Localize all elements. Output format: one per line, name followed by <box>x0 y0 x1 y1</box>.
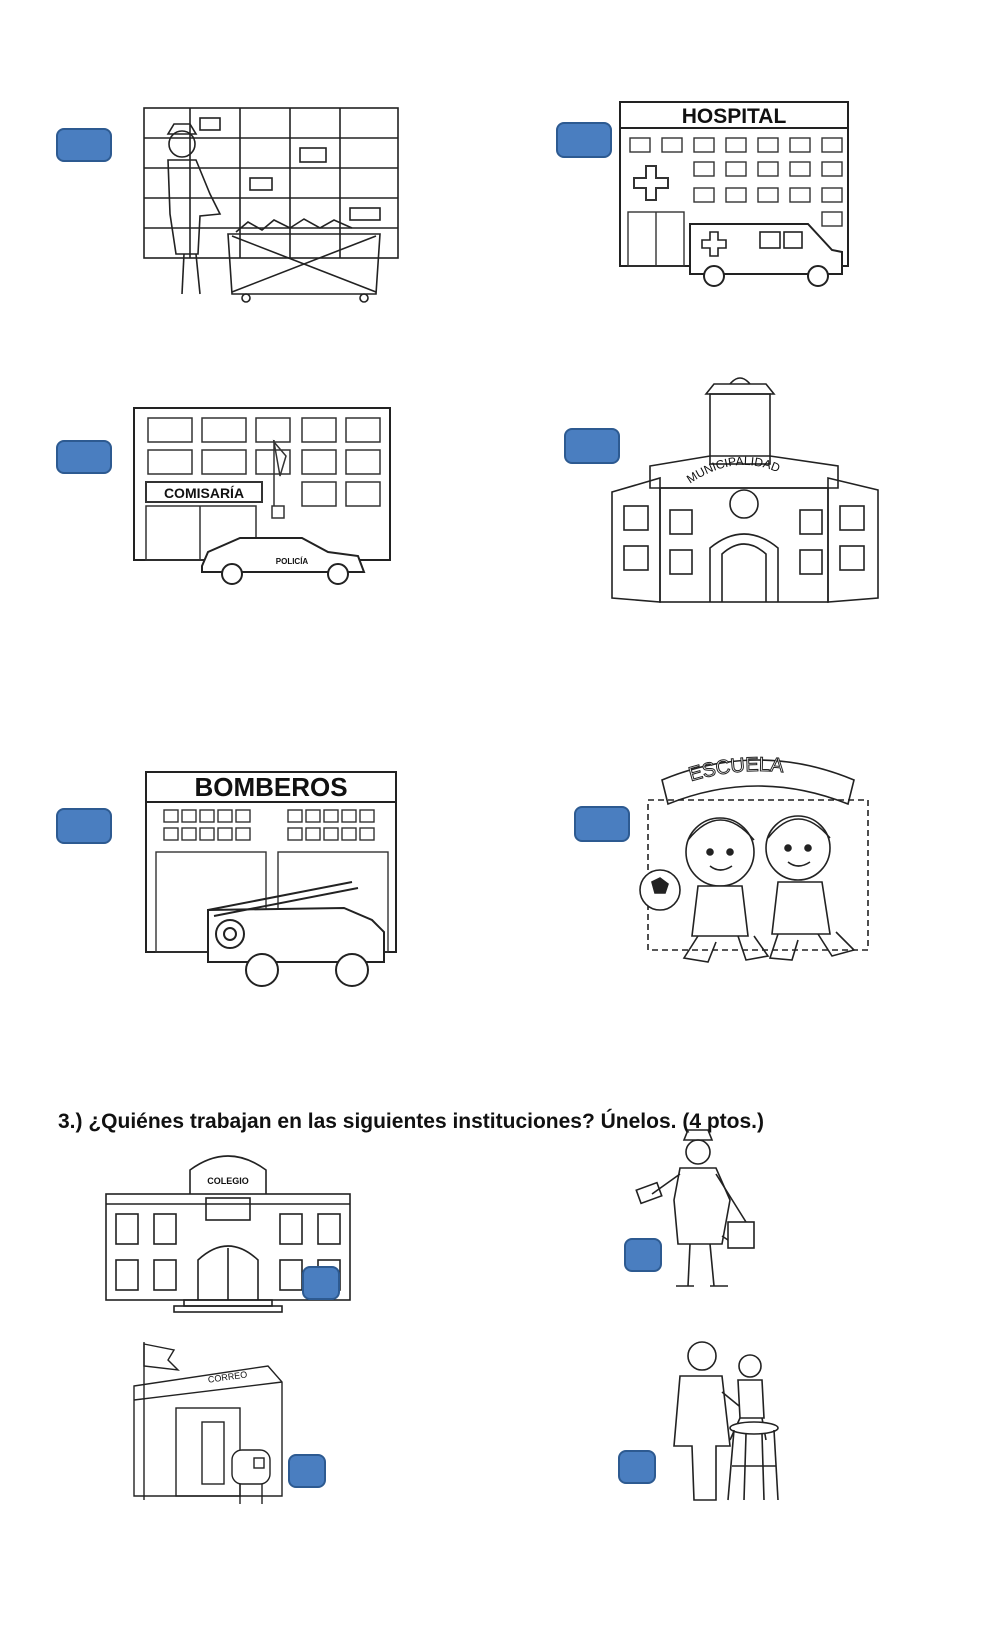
svg-text:ESCUELA <box>686 754 785 786</box>
municipality-icon <box>610 370 882 610</box>
police-car-label: POLICÍA <box>275 557 309 566</box>
answer-box-mail-carrier[interactable] <box>624 1238 662 1272</box>
answer-box-2[interactable] <box>556 122 612 158</box>
fire-station-icon <box>144 770 402 992</box>
answer-box-doctor[interactable] <box>618 1450 656 1484</box>
fire-sign: BOMBEROS <box>194 772 348 802</box>
school-kids-icon <box>638 740 882 970</box>
doctor-icon <box>650 1336 780 1508</box>
answer-box-post-office[interactable] <box>288 1454 326 1488</box>
answer-box-1[interactable] <box>56 128 112 162</box>
post-sign: CORREO <box>207 1369 248 1385</box>
svg-text:MUNICIPALIDAD <box>684 454 782 486</box>
answer-box-college[interactable] <box>302 1266 340 1300</box>
municipal-sign: MUNICIPALIDAD <box>684 453 783 487</box>
answer-box-6[interactable] <box>574 806 630 842</box>
hospital-icon <box>618 100 854 290</box>
police-sign: COMISARÍA <box>163 485 245 501</box>
college-sign: COLEGIO <box>207 1176 249 1186</box>
hospital-sign: HOSPITAL <box>681 105 787 128</box>
question-heading: 3.) ¿Quiénes trabajan en las siguientes instituciones? Únelos. (4 ptos.) <box>58 1110 764 1133</box>
answer-box-5[interactable] <box>56 808 112 844</box>
postal-worker-sorting-icon <box>140 104 402 304</box>
police-station-icon <box>132 406 404 590</box>
school-sign: ESCUELA <box>686 753 785 787</box>
answer-box-3[interactable] <box>56 440 112 474</box>
post-office-icon <box>128 1336 288 1508</box>
